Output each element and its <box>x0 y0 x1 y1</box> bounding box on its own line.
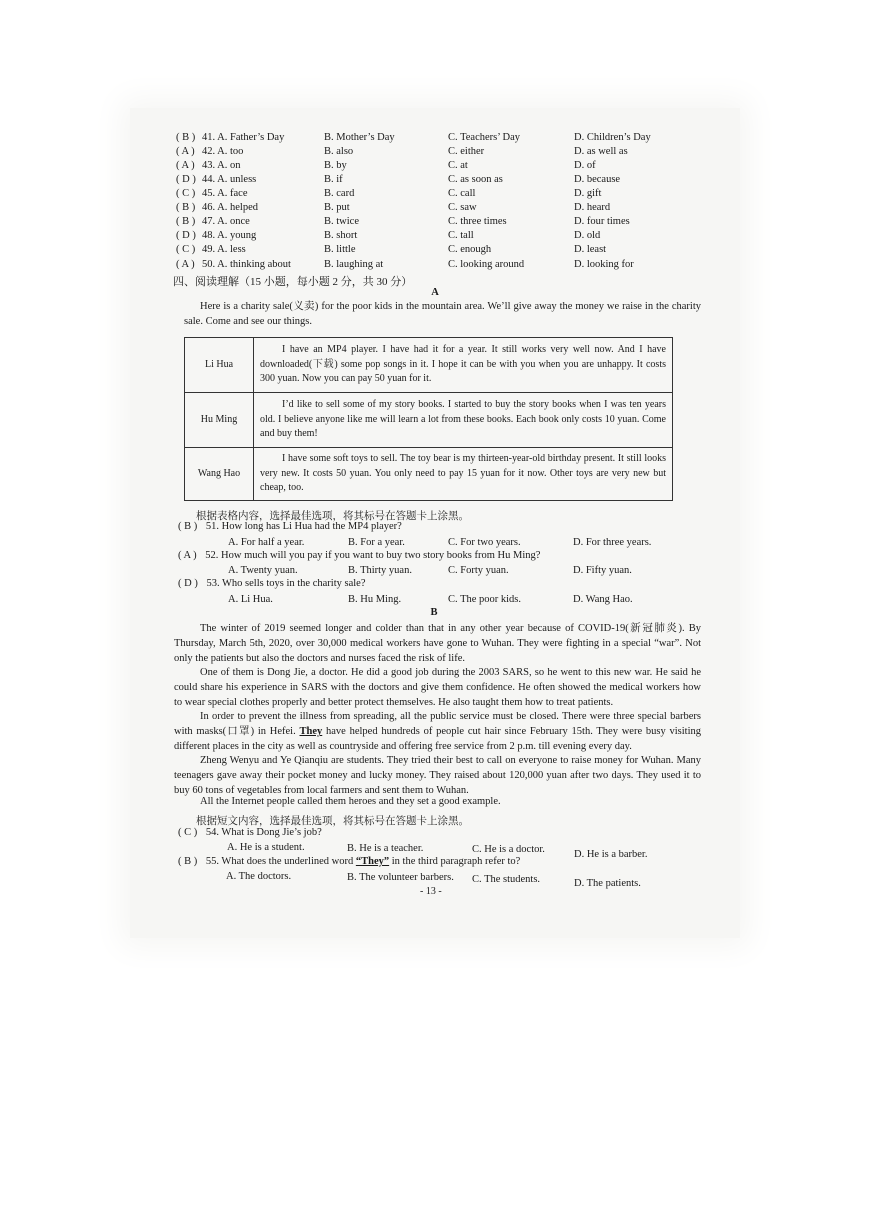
answer-mark: ( D ) <box>176 174 196 185</box>
option-b: B. Hu Ming. <box>348 594 402 605</box>
cloze-row <box>176 258 696 272</box>
seller-name: Wang Hao <box>185 448 254 501</box>
option-c: C. The students. <box>472 874 541 885</box>
option-b: B. put <box>324 202 350 213</box>
option-a: A. Li Hua. <box>228 594 273 605</box>
question-stem <box>206 856 520 867</box>
cloze-row <box>176 145 696 159</box>
passage-a-instruction: 根据表格内容，选择最佳选项，将其标号在答题卡上涂黑。 <box>196 511 469 522</box>
option-d: D. looking for <box>574 259 634 270</box>
seller-description: I’d like to sell some of my story books. I started to buy the story books when I was ten years old. I believe anyone like me will learn a lot from these books. Each book only costs 10 yuan. Come and buy them! <box>254 393 673 448</box>
question-53 <box>178 578 365 589</box>
option-c: C. call <box>448 188 476 199</box>
answer-mark: ( B ) <box>178 521 198 532</box>
passage-b-paragraph-1: The winter of 2019 seemed longer and colder than that in any other year because of COVID-19(新冠肺炎). By Thursday, March 5th, 2020, over 30,000 medical workers have gone to Wuhan. They were fighting in a special “war”. Not only the patients but also the doctors and nurses faced the risk of life. <box>174 623 701 665</box>
option-b: B. Thirty yuan. <box>348 565 412 576</box>
option-c: C. looking around <box>448 259 525 270</box>
passage-a-label: A <box>431 287 439 298</box>
page-number: - 13 - <box>420 886 442 897</box>
answer-mark: ( B ) <box>176 202 196 213</box>
cloze-row <box>176 131 696 145</box>
question-54 <box>178 827 322 838</box>
answer-mark: ( A ) <box>178 550 197 561</box>
option-d: D. as well as <box>574 146 628 157</box>
seller-name: Hu Ming <box>185 393 254 448</box>
option-c: C. three times <box>448 216 507 227</box>
option-a: 43. A. on <box>202 160 241 171</box>
option-a: A. Twenty yuan. <box>228 565 298 576</box>
option-b: B. Mother’s Day <box>324 132 395 143</box>
answer-mark: ( C ) <box>176 244 196 255</box>
option-a: 48. A. young <box>202 230 257 241</box>
option-c: C. He is a doctor. <box>472 844 545 855</box>
cloze-row <box>176 201 696 215</box>
option-c: C. The poor kids. <box>448 594 522 605</box>
answer-mark: ( C ) <box>178 827 198 838</box>
option-c: C. tall <box>448 230 474 241</box>
option-d: D. For three years. <box>573 537 652 548</box>
question-stem: 53. Who sells toys in the charity sale? <box>206 578 366 589</box>
option-b: B. He is a teacher. <box>347 843 424 854</box>
option-b: B. by <box>324 160 347 171</box>
option-c: C. Forty yuan. <box>448 565 509 576</box>
passage-b-paragraph-5: All the Internet people called them heroes and they set a good example. <box>200 796 501 807</box>
option-d: D. The patients. <box>574 878 641 889</box>
question-52 <box>178 550 540 561</box>
paragraph-text: In order to prevent the illness from spreading, all the public service must be closed. There were three special barbers with masks(口罩) in Hefei. <box>174 711 701 738</box>
option-d: D. least <box>574 244 607 255</box>
cloze-row <box>176 187 696 201</box>
table-row <box>185 448 673 501</box>
answer-mark: ( B ) <box>176 216 196 227</box>
stem-text: 55. What does the underlined word <box>205 856 356 867</box>
option-a: A. For half a year. <box>228 537 305 548</box>
passage-a-intro: Here is a charity sale(义卖) for the poor kids in the mountain area. We’ll give away the money we raise in the charity sale. Come and see our things. <box>184 301 701 328</box>
option-b: B. short <box>324 230 358 241</box>
answer-mark: ( A ) <box>176 146 195 157</box>
passage-b-label: B <box>430 607 438 618</box>
question-55 <box>178 856 520 867</box>
option-b: B. also <box>324 146 354 157</box>
option-c: C. Teachers’ Day <box>448 132 521 143</box>
option-b: B. The volunteer barbers. <box>347 872 454 883</box>
option-b: B. twice <box>324 216 359 227</box>
option-d: D. Children’s Day <box>574 132 651 143</box>
option-a: 49. A. less <box>202 244 246 255</box>
passage-b-paragraph-2: One of them is Dong Jie, a doctor. He did a good job during the 2003 SARS, so he went to this new war. He said he could share his experience in SARS with the doctors and give them confidence. He often showed the medical workers how to wear special clothes properly and better protect themselves. He also taught them how to treat patients. <box>174 667 701 709</box>
answer-mark: ( B ) <box>176 132 196 143</box>
cloze-row <box>176 243 696 257</box>
seller-description: I have some soft toys to sell. The toy bear is my thirteen-year-old birthday present. It still looks very new. It costs 50 yuan. You only need to pay 15 yuan for it now. Other toys are very new but cheap, too. <box>254 448 673 501</box>
option-d: D. old <box>574 230 601 241</box>
cloze-row <box>176 159 696 173</box>
answer-mark: ( A ) <box>176 160 195 171</box>
paragraph-text: have helped hundreds of people cut hair since February 15th. They were busy visiting different places in the city as well as countryside and offering free service from 2 p.m. till evening every day. <box>174 726 701 753</box>
table-row <box>185 393 673 448</box>
stem-text: in the third paragraph refer to? <box>389 856 521 867</box>
option-a: 42. A. too <box>202 146 244 157</box>
option-d: D. four times <box>574 216 630 227</box>
option-c: C. at <box>448 160 468 171</box>
option-a: 45. A. face <box>202 188 248 199</box>
option-d: D. gift <box>574 188 602 199</box>
option-a: 41. A. Father’s Day <box>202 132 285 143</box>
question-stem: 52. How much will you pay if you want to buy two story books from Hu Ming? <box>205 550 541 561</box>
option-b: B. card <box>324 188 355 199</box>
option-b: B. if <box>324 174 343 185</box>
option-c: C. enough <box>448 244 492 255</box>
answer-mark: ( D ) <box>176 230 196 241</box>
underlined-word: They <box>299 726 323 738</box>
option-a: 44. A. unless <box>202 174 257 185</box>
option-d: D. because <box>574 174 621 185</box>
question-stem: 54. What is Dong Jie’s job? <box>205 827 322 838</box>
option-b: B. For a year. <box>348 537 405 548</box>
option-c: C. For two years. <box>448 537 521 548</box>
answer-mark: ( C ) <box>176 188 196 199</box>
answer-mark: ( A ) <box>176 259 195 270</box>
option-a: A. The doctors. <box>226 871 292 882</box>
option-d: D. Wang Hao. <box>573 594 633 605</box>
option-b: B. little <box>324 244 356 255</box>
option-c: C. saw <box>448 202 477 213</box>
passage-b-instruction: 根据短文内容，选择最佳选项，将其标号在答题卡上涂黑。 <box>196 816 469 827</box>
passage-b-paragraph-4: Zheng Wenyu and Ye Qianqiu are students. They tried their best to call on everyone to raise money for Wuhan. Many teenagers gave away their pocket money and lucky money. They raised about 120,000 yuan after two days. They used it to buy 60 tons of vegetables from local farmers and sent them to Wuhan. <box>174 755 701 797</box>
charity-sale-table <box>184 337 673 501</box>
underlined-word: “They” <box>355 856 390 867</box>
option-a: 46. A. helped <box>202 202 258 213</box>
option-d: D. He is a barber. <box>574 849 648 860</box>
section-title: 四、阅读理解（15 小题，每小题 2 分，共 30 分） <box>173 276 413 288</box>
question-51 <box>178 521 402 532</box>
option-a: 50. A. thinking about <box>202 259 291 270</box>
question-stem: 51. How long has Li Hua had the MP4 player? <box>205 521 402 532</box>
option-a: 47. A. once <box>202 216 250 227</box>
option-d: D. of <box>574 160 596 171</box>
option-b: B. laughing at <box>324 259 384 270</box>
passage-b-paragraph-3 <box>174 709 701 755</box>
option-d: D. heard <box>574 202 611 213</box>
table-row <box>185 338 673 393</box>
answer-mark: ( B ) <box>178 856 198 867</box>
option-c: C. as soon as <box>448 174 503 185</box>
cloze-row <box>176 229 696 243</box>
option-c: C. either <box>448 146 485 157</box>
cloze-row <box>176 215 696 229</box>
option-d: D. Fifty yuan. <box>573 565 632 576</box>
answer-mark: ( D ) <box>178 578 198 589</box>
seller-name: Li Hua <box>185 338 254 393</box>
seller-description: I have an MP4 player. I have had it for a year. It still works very well now. And I have downloaded(下载) some pop songs in it. I hope it can be with you when you are unhappy. It costs 300 yuan. Now you can pay 50 yuan for it. <box>254 338 673 393</box>
cloze-row <box>176 173 696 187</box>
option-a: A. He is a student. <box>227 842 305 853</box>
